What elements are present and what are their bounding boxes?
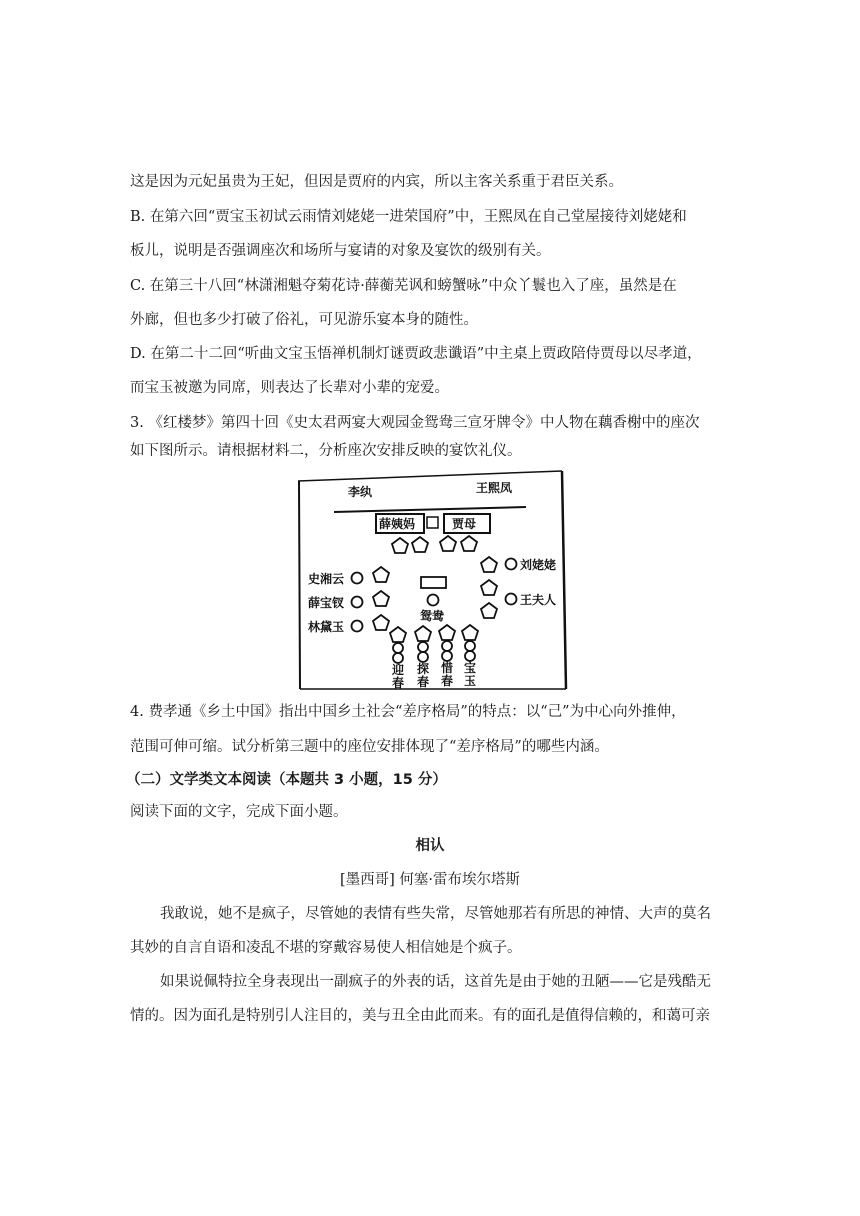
seat-pentagon xyxy=(462,625,478,640)
seat-pentagon xyxy=(373,591,389,606)
seat-pentagon xyxy=(392,538,408,553)
label-xue-yima: 薛姨妈 xyxy=(379,517,416,531)
seat-pentagon xyxy=(481,557,497,572)
label-yingchun-1: 迎 xyxy=(392,663,405,677)
section-heading: （二）文学类文本阅读（本题共 3 小题，15 分） xyxy=(126,772,447,788)
label-xichun-1: 惜 xyxy=(441,661,454,675)
label-jia-mu: 贾母 xyxy=(452,517,477,531)
option-d-line1: D. 在第二十二回“听曲文宝玉悟禅机制灯谜贾政悲谶语”中主桌上贾政陪侍贾母以尽孝道， xyxy=(130,346,702,362)
seat-pentagon xyxy=(440,536,456,551)
question-3-line1: 3. 《红楼梦》第四十回《史太君两宴大观园金鸳鸯三宣牙牌令》中人物在藕香榭中的座次 xyxy=(130,415,700,431)
label-wang-xifeng: 王熙凤 xyxy=(476,481,513,495)
text-line: 这是因为元妃虽贵为王妃，但因是贾府的内宾，所以主客关系重于君臣关系。 xyxy=(130,174,623,190)
seat-pentagon xyxy=(373,615,389,630)
label-liu-laolao: 刘姥姥 xyxy=(520,558,557,572)
label-tanchun-1: 探 xyxy=(417,662,430,676)
label-baoyu-1: 宝 xyxy=(464,661,477,675)
seat-pentagon xyxy=(415,626,431,641)
label-wang-furen: 王夫人 xyxy=(520,593,557,607)
label-tanchun-2: 春 xyxy=(417,675,430,689)
question-3-line2: 如下图所示。请根据材料二，分析座次安排反映的宴饮礼仪。 xyxy=(130,443,522,459)
label-baoyu-2: 玉 xyxy=(464,674,477,688)
seat-pentagon xyxy=(439,625,455,640)
seating-diagram xyxy=(296,469,570,693)
question-4-line2: 范围可伸可缩。试分析第三题中的座位安排体现了“差序格局”的哪些内涵。 xyxy=(130,739,609,755)
seat-pentagon xyxy=(373,567,389,582)
article-title: 相认 xyxy=(415,838,445,854)
seat-pentagon xyxy=(481,603,497,618)
table-small-square xyxy=(427,517,438,528)
seat-pentagon xyxy=(412,537,428,552)
option-b-line1: B. 在第六回“贾宝玉初试云雨情刘姥姥一进荣国府”中，王熙凤在自己堂屋接待刘姥姥和 xyxy=(130,209,687,225)
center-table xyxy=(421,577,446,588)
seat-pentagon xyxy=(481,580,497,595)
paragraph-2-line1: 如果说佩特拉全身表现出一副疯子的外表的话，这首先是由于她的丑陋——它是残酷无 xyxy=(160,974,711,990)
label-yuanyang: 鸳鸯 xyxy=(420,609,445,623)
article-author: [墨西哥] 何塞·雷布埃尔塔斯 xyxy=(339,872,521,888)
paragraph-2-line2: 情的。因为面孔是特别引人注目的，美与丑全由此而来。有的面孔是值得信赖的，和蔼可亲 xyxy=(130,1008,710,1024)
instruction: 阅读下面的文字，完成下面小题。 xyxy=(130,804,348,820)
label-xue-baochai: 薛宝钗 xyxy=(308,596,345,610)
option-d-line2: 而宝玉被邀为同席，则表达了长辈对小辈的宠爱。 xyxy=(130,380,449,396)
seat-pentagon xyxy=(390,627,406,642)
option-c-line2: 外廊，但也多少打破了俗礼，可见游乐宴本身的随性。 xyxy=(130,312,478,328)
option-c-line1: C. 在第三十八回“林潇湘魁夺菊花诗·薛蘅芜讽和螃蟹咏”中众丫鬟也入了座，虽然是在 xyxy=(130,278,677,294)
label-shi-xiangyun: 史湘云 xyxy=(308,572,345,586)
question-4-line1: 4. 费孝通《乡土中国》指出中国乡土社会“差序格局”的特点：以“己”为中心向外推伸， xyxy=(130,704,686,720)
label-xichun-2: 春 xyxy=(441,674,454,688)
option-b-line2: 板儿，说明是否强调座次和场所与宴请的对象及宴饮的级别有关。 xyxy=(130,243,551,259)
label-li-wan: 李纨 xyxy=(348,485,373,499)
label-lin-daiyu: 林黛玉 xyxy=(308,620,345,634)
paragraph-1-line2: 其妙的自言自语和凌乱不堪的穿戴容易使人相信她是个疯子。 xyxy=(130,940,522,956)
seat-pentagon xyxy=(461,536,477,551)
label-yingchun-2: 春 xyxy=(392,676,405,690)
paragraph-1-line1: 我敢说，她不是疯子，尽管她的表情有些失常，尽管她那若有所思的神情、大声的莫名 xyxy=(160,906,711,922)
